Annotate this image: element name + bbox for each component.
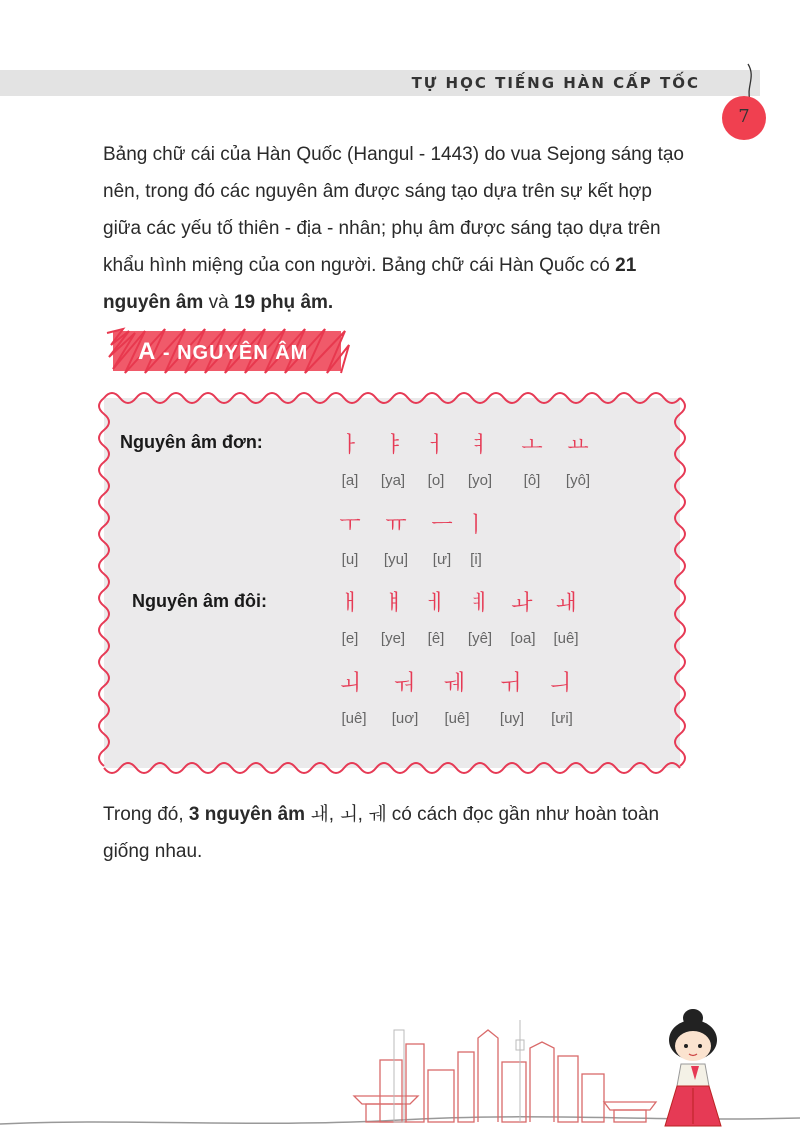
vowel-jamo: ㅣ: [465, 513, 487, 538]
intro-bold-vowels: 21 nguyên âm: [103, 255, 637, 313]
vowel-romanization: [yô]: [565, 472, 591, 489]
vowel-jamo: ㅓ: [425, 433, 447, 458]
vowel-romanization: [yo]: [467, 472, 493, 489]
vowel-jamo: ㅖ: [469, 591, 491, 616]
vowel-romanization: [uê]: [341, 710, 367, 727]
vowel-jamo: ㅢ: [549, 671, 571, 696]
intro-paragraph: [103, 136, 693, 321]
vowel-romanization: [uê]: [553, 630, 579, 647]
vowel-romanization: [oa]: [510, 630, 536, 647]
vowel-jamo: ㅝ: [393, 671, 415, 696]
vowel-jamo: ㅐ: [339, 591, 361, 616]
vowel-jamo: ㅠ: [385, 513, 407, 538]
vowel-romanization: [u]: [341, 551, 359, 568]
outro-post: có cách đọc gần như hoàn toàn giống nhau.: [103, 804, 660, 862]
double-vowels-label: Nguyên âm đôi:: [132, 591, 268, 611]
vowel-jamo: ㅑ: [383, 433, 405, 458]
outro-pre: Trong đó,: [103, 804, 189, 825]
vowel-romanization: [ê]: [427, 630, 445, 647]
book-title: TỰ HỌC TIẾNG HÀN CẤP TỐC: [411, 74, 700, 92]
vowel-jamo: ㅜ: [339, 513, 361, 538]
vowel-romanization: [yê]: [467, 630, 493, 647]
page-number-badge: [722, 96, 766, 140]
page-number: 7: [738, 106, 750, 127]
vowel-romanization: [ưi]: [551, 710, 573, 727]
section-title-text: - NGUYÊN ÂM: [156, 342, 309, 364]
vowel-jamo: ㅔ: [425, 591, 447, 616]
vowel-romanization: [ye]: [380, 630, 406, 647]
outro-paragraph: [103, 796, 693, 870]
section-title: [138, 338, 308, 366]
vowel-romanization: [ya]: [380, 472, 406, 489]
vowel-romanization: [yu]: [383, 551, 409, 568]
section-letter: A: [138, 338, 157, 365]
intro-mid: và: [203, 292, 234, 313]
vowel-romanization: [ư]: [432, 551, 452, 568]
vowel-jamo: ㅡ: [431, 513, 453, 538]
vowel-jamo: ㅞ: [443, 671, 465, 696]
intro-text: Bảng chữ cái của Hàn Quốc (Hangul - 1443) do vua Sejong sáng tạo nên, trong đó các nguyên âm được sáng tạo dựa trên sự kết hợp giữa các yếu tố thiên - địa - nhân; phụ âm được sáng tạo dựa trên khẩu hình miệng của con người. Bảng chữ cái Hàn Quốc có: [103, 144, 684, 276]
vowel-romanization: [i]: [470, 551, 482, 568]
vowel-romanization: [ô]: [523, 472, 541, 489]
vowel-jamo: ㅟ: [499, 671, 521, 696]
vowel-jamo: ㅚ: [339, 671, 361, 696]
vowel-jamo: ㅒ: [383, 591, 405, 616]
vowel-romanization: [a]: [341, 472, 359, 489]
vowel-jamo: ㅏ: [339, 433, 361, 458]
vowel-jamo: ㅛ: [567, 433, 589, 458]
vowel-romanization: [uy]: [499, 710, 525, 727]
hanbok-girl-icon: [655, 1008, 735, 1132]
vowel-romanization: [uơ]: [391, 710, 419, 727]
vowel-jamo: ㅗ: [521, 433, 543, 458]
vowel-jamo: ㅕ: [469, 433, 491, 458]
vowel-romanization: [o]: [427, 472, 445, 489]
outro-bold: 3 nguyên âm: [188, 804, 306, 825]
vowel-romanization: [e]: [341, 630, 359, 647]
outro-vowels: ㅙ, ㅚ, ㅞ: [305, 804, 387, 825]
vowel-romanization: [uê]: [444, 710, 470, 727]
section-heading: [105, 325, 350, 377]
intro-bold-consonants: 19 phụ âm.: [233, 292, 334, 313]
vowel-table-box: [104, 398, 680, 768]
vowel-jamo: ㅙ: [555, 591, 577, 616]
vowel-jamo: ㅘ: [511, 591, 533, 616]
single-vowels-label: Nguyên âm đơn:: [120, 432, 263, 452]
